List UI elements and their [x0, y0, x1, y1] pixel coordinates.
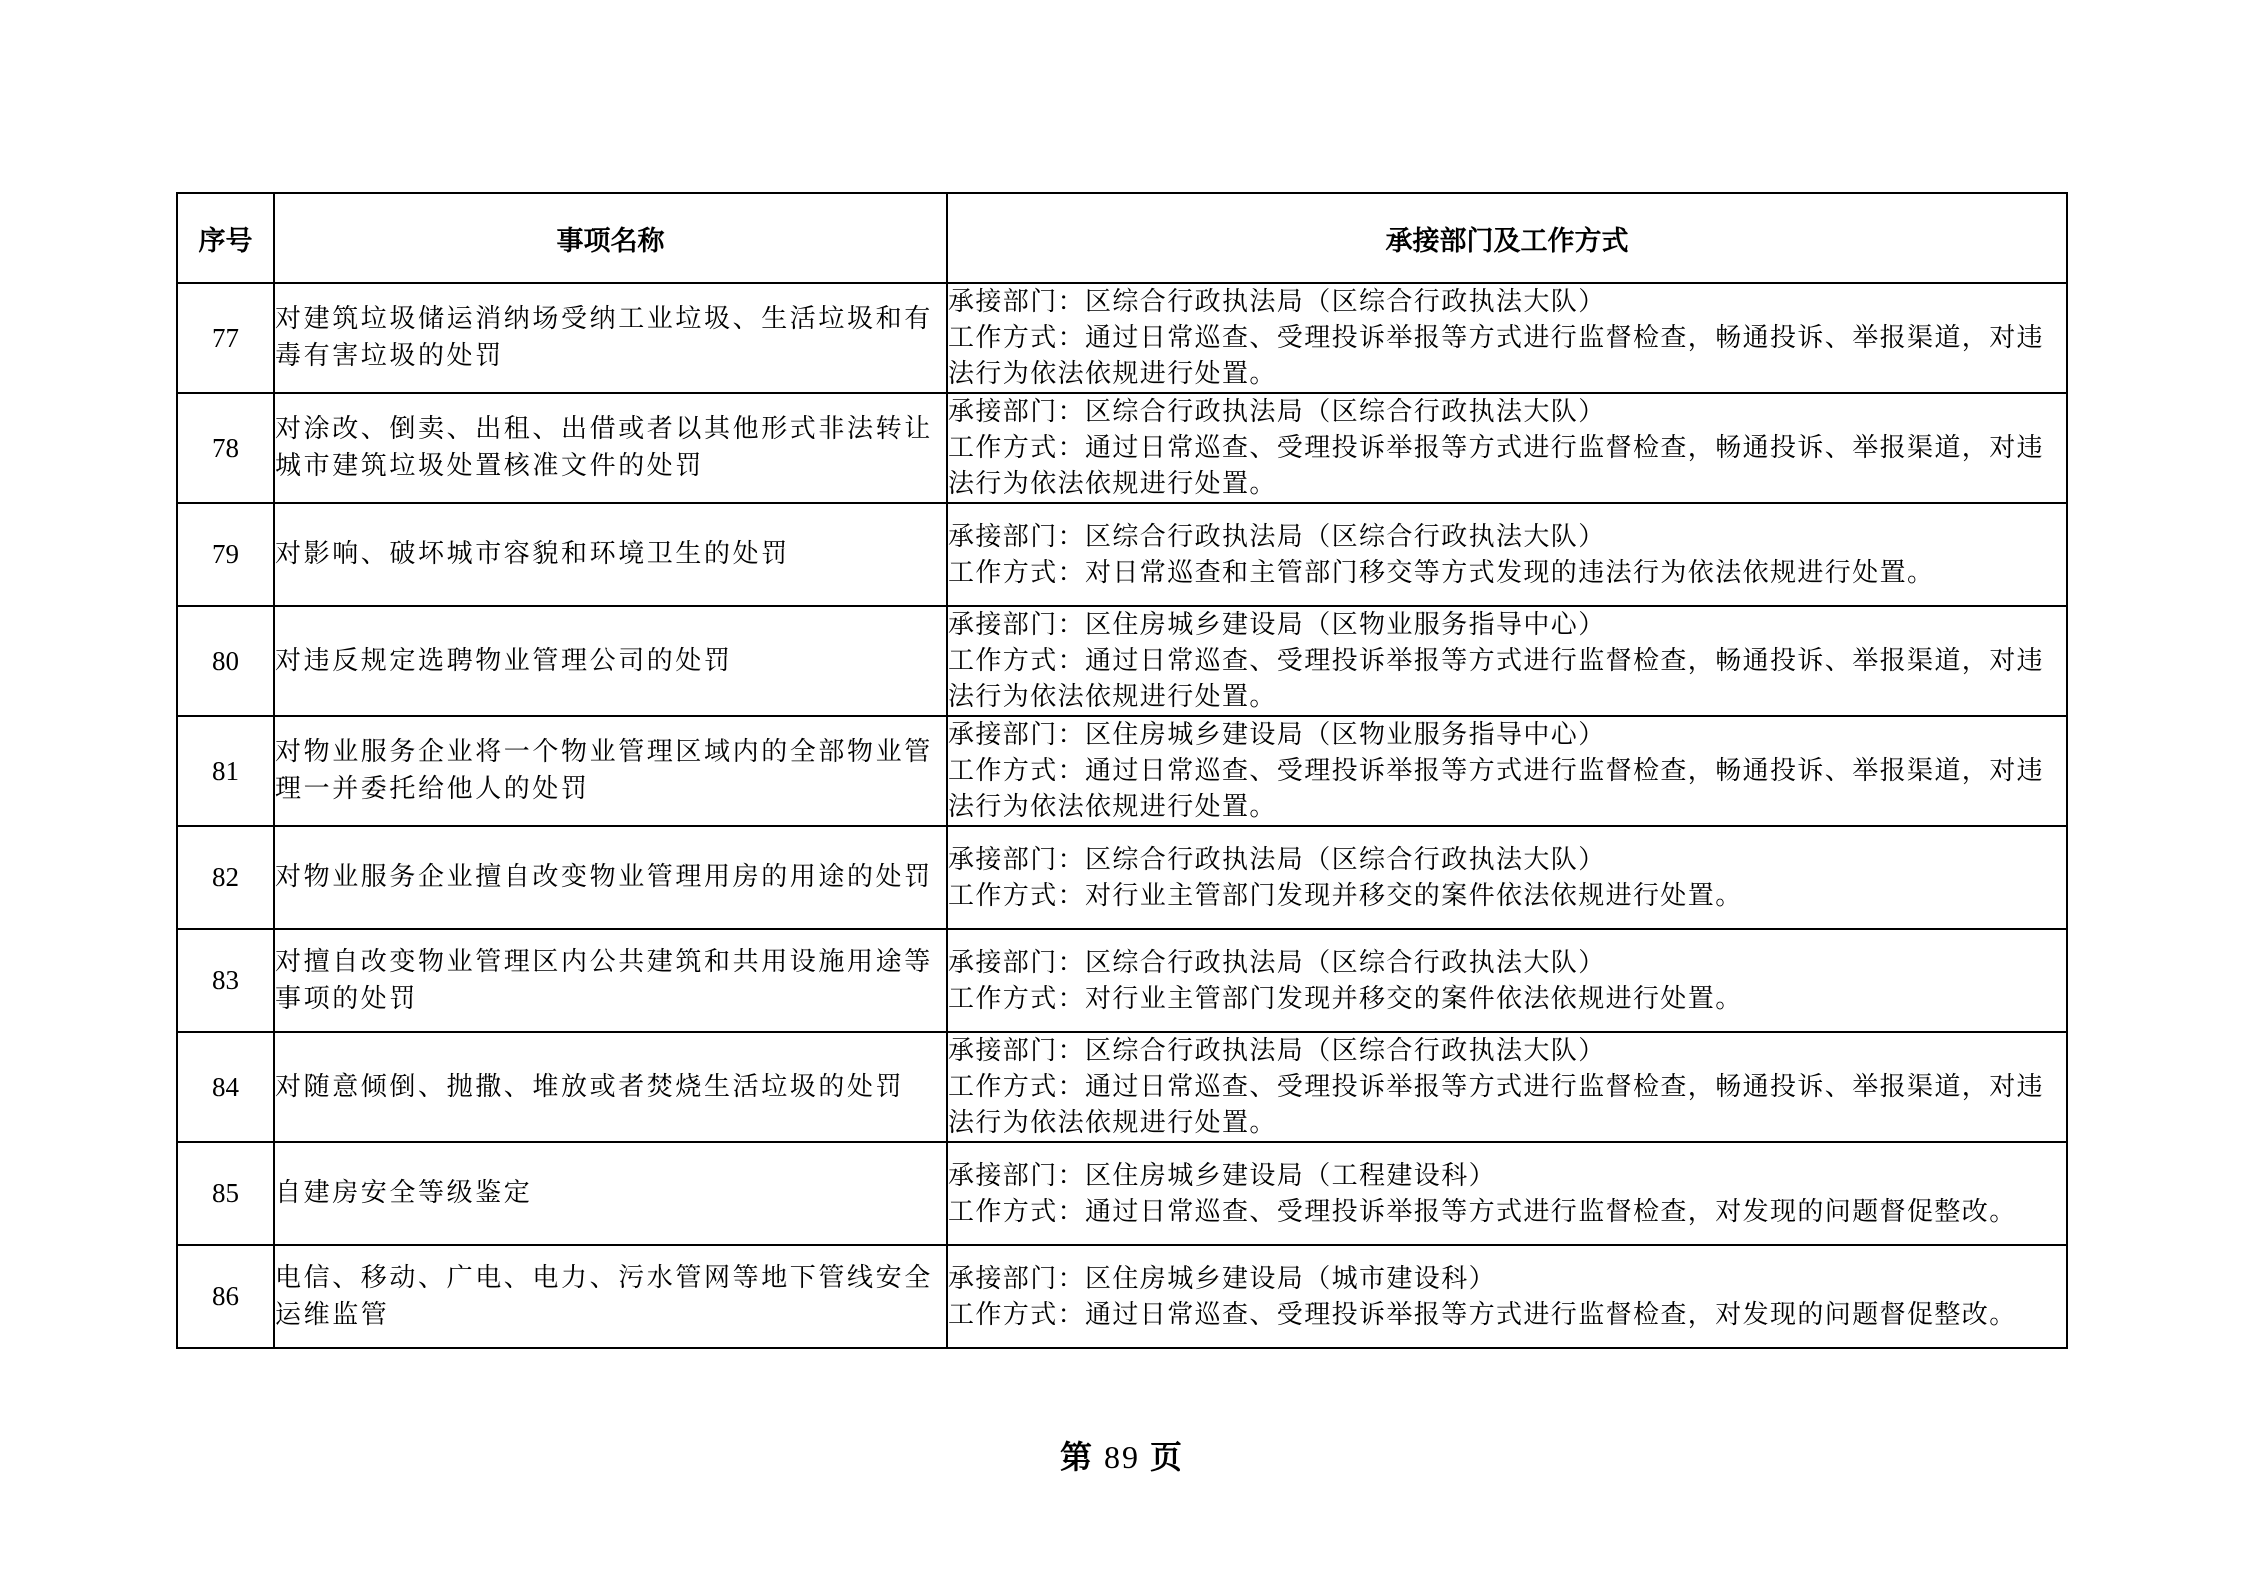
matter-name: 对违反规定选聘物业管理公司的处罚 — [274, 606, 947, 716]
row-number: 86 — [177, 1245, 274, 1348]
row-number: 83 — [177, 929, 274, 1032]
dept-line: 承接部门：区综合行政执法局（区综合行政执法大队） — [948, 947, 1606, 978]
method-line: 工作方式：通过日常巡查、受理投诉举报等方式进行监督检查，畅通投诉、举报渠道，对违法行为依法依规进行处置。 — [948, 756, 2045, 822]
method-line: 工作方式：通过日常巡查、受理投诉举报等方式进行监督检查，畅通投诉、举报渠道，对违法行为依法依规进行处置。 — [948, 646, 2045, 712]
table-row — [177, 393, 2067, 503]
matters-table — [176, 192, 2068, 1349]
dept-line: 承接部门：区住房城乡建设局（区物业服务指导中心） — [948, 720, 1606, 750]
table-row — [177, 283, 2067, 393]
table-row — [177, 929, 2067, 1032]
matter-name: 对物业服务企业将一个物业管理区域内的全部物业管理一并委托给他人的处罚 — [274, 716, 947, 826]
page-footer-prefix: 第 — [1059, 1438, 1094, 1476]
dept-cell — [947, 503, 2067, 606]
matter-name: 电信、移动、广电、电力、污水管网等地下管线安全运维监管 — [274, 1245, 947, 1348]
method-line: 工作方式：对行业主管部门发现并移交的案件依法依规进行处置。 — [948, 880, 1743, 911]
matter-name: 自建房安全等级鉴定 — [274, 1142, 947, 1245]
dept-line: 承接部门：区综合行政执法局（区综合行政执法大队） — [948, 287, 1606, 317]
table-row — [177, 503, 2067, 606]
matter-name: 对擅自改变物业管理区内公共建筑和共用设施用途等事项的处罚 — [274, 929, 947, 1032]
table-header-row — [177, 193, 2067, 283]
method-line: 工作方式：通过日常巡查、受理投诉举报等方式进行监督检查，对发现的问题督促整改。 — [948, 1299, 2017, 1330]
method-line: 工作方式：对日常巡查和主管部门移交等方式发现的违法行为依法依规进行处置。 — [948, 557, 1935, 588]
method-line: 工作方式：对行业主管部门发现并移交的案件依法依规进行处置。 — [948, 983, 1743, 1014]
table-row — [177, 716, 2067, 826]
dept-line: 承接部门：区住房城乡建设局（区物业服务指导中心） — [948, 610, 1606, 640]
row-number: 80 — [177, 606, 274, 716]
row-number: 79 — [177, 503, 274, 606]
table-row — [177, 1032, 2067, 1142]
row-number: 82 — [177, 826, 274, 929]
dept-line: 承接部门：区综合行政执法局（区综合行政执法大队） — [948, 397, 1606, 427]
table-row — [177, 606, 2067, 716]
row-number: 84 — [177, 1032, 274, 1142]
dept-cell — [947, 826, 2067, 929]
dept-line: 承接部门：区住房城乡建设局（工程建设科） — [948, 1160, 1497, 1191]
header-no: 序号 — [177, 193, 274, 283]
table-row — [177, 1142, 2067, 1245]
dept-line: 承接部门：区综合行政执法局（区综合行政执法大队） — [948, 844, 1606, 875]
page-number: 89 — [1104, 1439, 1140, 1475]
dept-cell — [947, 929, 2067, 1032]
table-row — [177, 826, 2067, 929]
dept-cell — [947, 606, 2067, 716]
dept-cell — [947, 1142, 2067, 1245]
header-name: 事项名称 — [274, 193, 947, 283]
page-footer — [0, 1432, 2244, 1478]
dept-line: 承接部门：区综合行政执法局（区综合行政执法大队） — [948, 1036, 1606, 1066]
method-line: 工作方式：通过日常巡查、受理投诉举报等方式进行监督检查，畅通投诉、举报渠道，对违法行为依法依规进行处置。 — [948, 433, 2045, 499]
matter-name: 对涂改、倒卖、出租、出借或者以其他形式非法转让城市建筑垃圾处置核准文件的处罚 — [274, 393, 947, 503]
method-line: 工作方式：通过日常巡查、受理投诉举报等方式进行监督检查，对发现的问题督促整改。 — [948, 1196, 2017, 1227]
dept-cell — [947, 716, 2067, 826]
matter-name: 对影响、破坏城市容貌和环境卫生的处罚 — [274, 503, 947, 606]
header-dept: 承接部门及工作方式 — [947, 193, 2067, 283]
dept-cell — [947, 393, 2067, 503]
dept-cell — [947, 1245, 2067, 1348]
page-footer-suffix: 页 — [1150, 1438, 1185, 1476]
matter-name: 对物业服务企业擅自改变物业管理用房的用途的处罚 — [274, 826, 947, 929]
method-line: 工作方式：通过日常巡查、受理投诉举报等方式进行监督检查，畅通投诉、举报渠道，对违法行为依法依规进行处置。 — [948, 1072, 2045, 1138]
row-number: 85 — [177, 1142, 274, 1245]
dept-cell — [947, 283, 2067, 393]
dept-cell — [947, 1032, 2067, 1142]
matter-name: 对建筑垃圾储运消纳场受纳工业垃圾、生活垃圾和有毒有害垃圾的处罚 — [274, 283, 947, 393]
row-number: 78 — [177, 393, 274, 503]
dept-line: 承接部门：区综合行政执法局（区综合行政执法大队） — [948, 521, 1606, 552]
row-number: 81 — [177, 716, 274, 826]
table-row — [177, 1245, 2067, 1348]
row-number: 77 — [177, 283, 274, 393]
dept-line: 承接部门：区住房城乡建设局（城市建设科） — [948, 1263, 1497, 1294]
method-line: 工作方式：通过日常巡查、受理投诉举报等方式进行监督检查，畅通投诉、举报渠道，对违法行为依法依规进行处置。 — [948, 323, 2045, 389]
matter-name: 对随意倾倒、抛撒、堆放或者焚烧生活垃圾的处罚 — [274, 1032, 947, 1142]
